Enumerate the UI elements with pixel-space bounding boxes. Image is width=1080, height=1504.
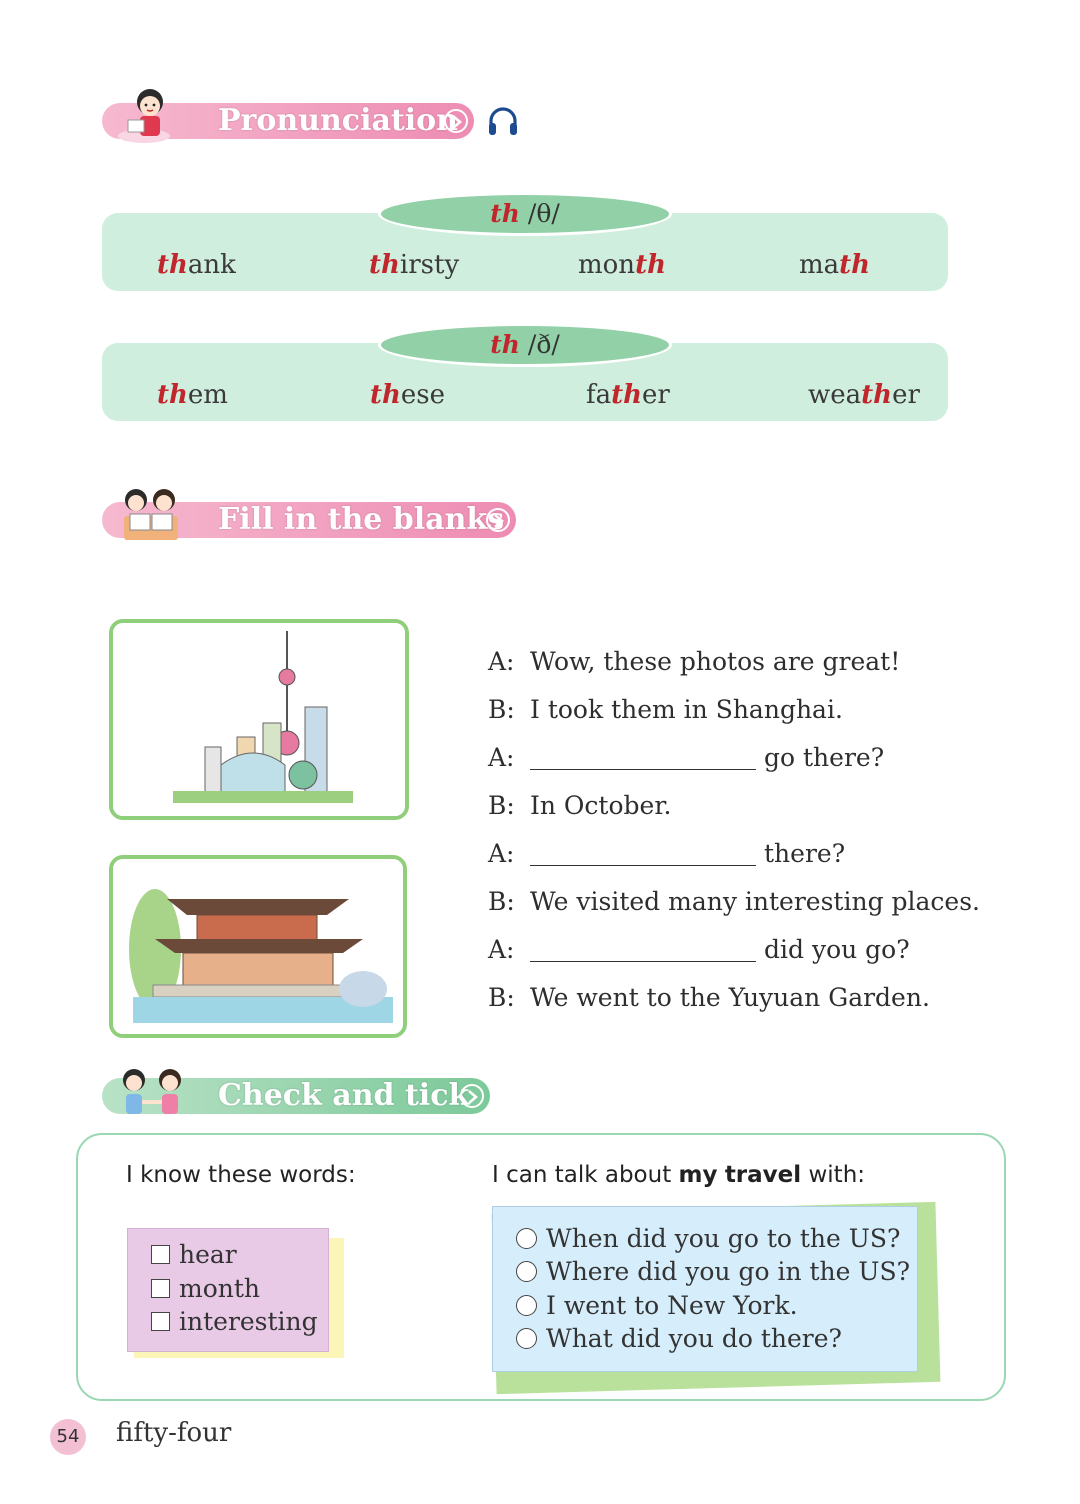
arrow-right-icon[interactable] bbox=[486, 508, 510, 532]
page-number: 54 bbox=[50, 1419, 86, 1455]
dialogue-line: A: did you go? bbox=[488, 935, 910, 964]
section-title: Pronunciation bbox=[218, 103, 458, 138]
girl-mascot-icon bbox=[118, 84, 180, 146]
pronunciation-word: thirsty bbox=[369, 250, 460, 280]
question-radio-item[interactable]: When did you go to the US? bbox=[516, 1224, 900, 1253]
pronunciation-word: weather bbox=[808, 380, 920, 410]
radio-button[interactable] bbox=[516, 1328, 537, 1349]
radio-button[interactable] bbox=[516, 1261, 537, 1282]
answer-blank[interactable] bbox=[530, 743, 756, 770]
answer-blank[interactable] bbox=[530, 839, 756, 866]
word-checkbox-item[interactable]: month bbox=[151, 1274, 260, 1303]
talk-about-title: I can talk about my travel with: bbox=[492, 1162, 866, 1188]
kids-reading-icon bbox=[114, 486, 186, 544]
question-radio-item[interactable]: What did you do there? bbox=[516, 1324, 842, 1353]
question-radio-item[interactable]: I went to New York. bbox=[516, 1291, 798, 1320]
pronunciation-word: thank bbox=[157, 250, 236, 280]
dialogue-line: A: Wow, these photos are great! bbox=[488, 647, 901, 676]
pronunciation-word: them bbox=[157, 380, 228, 410]
pronunciation-word: month bbox=[578, 250, 666, 280]
yuyuan-garden-photo bbox=[109, 855, 407, 1038]
headphones-icon[interactable] bbox=[486, 104, 520, 138]
shanghai-skyline-illustration bbox=[113, 623, 405, 816]
page-number-words: fifty-four bbox=[116, 1418, 232, 1448]
kids-holding-hands-icon bbox=[112, 1066, 194, 1118]
dialogue-line: B: I took them in Shanghai. bbox=[488, 695, 843, 724]
checkbox[interactable] bbox=[151, 1312, 170, 1331]
dialogue-line: B: We went to the Yuyuan Garden. bbox=[488, 983, 930, 1012]
dialogue-line: B: We visited many interesting places. bbox=[488, 887, 980, 916]
pronunciation-word: father bbox=[586, 380, 670, 410]
section-title: Fill in the blanks bbox=[218, 502, 505, 537]
word-checkbox-item[interactable]: hear bbox=[151, 1240, 237, 1269]
pronunciation-word: these bbox=[370, 380, 446, 410]
shanghai-skyline-photo bbox=[109, 619, 409, 820]
word-checkbox-item[interactable]: interesting bbox=[151, 1307, 318, 1336]
arrow-right-icon[interactable] bbox=[444, 109, 468, 133]
phoneme-label: th /θ/ bbox=[378, 192, 672, 236]
radio-button[interactable] bbox=[516, 1295, 537, 1316]
yuyuan-garden-illustration bbox=[113, 859, 403, 1034]
checkbox[interactable] bbox=[151, 1245, 170, 1264]
answer-blank[interactable] bbox=[530, 935, 756, 962]
section-title: Check and tick bbox=[218, 1078, 470, 1113]
question-radio-item[interactable]: Where did you go in the US? bbox=[516, 1257, 910, 1286]
dialogue-line: A: go there? bbox=[488, 743, 885, 772]
pronunciation-word: math bbox=[799, 250, 871, 280]
arrow-right-icon[interactable] bbox=[460, 1084, 484, 1108]
radio-button[interactable] bbox=[516, 1228, 537, 1249]
phoneme-label: th /ð/ bbox=[378, 323, 672, 367]
checkbox[interactable] bbox=[151, 1279, 170, 1298]
know-words-title: I know these words: bbox=[126, 1162, 356, 1188]
dialogue-line: B: In October. bbox=[488, 791, 672, 820]
dialogue-line: A: there? bbox=[488, 839, 846, 868]
